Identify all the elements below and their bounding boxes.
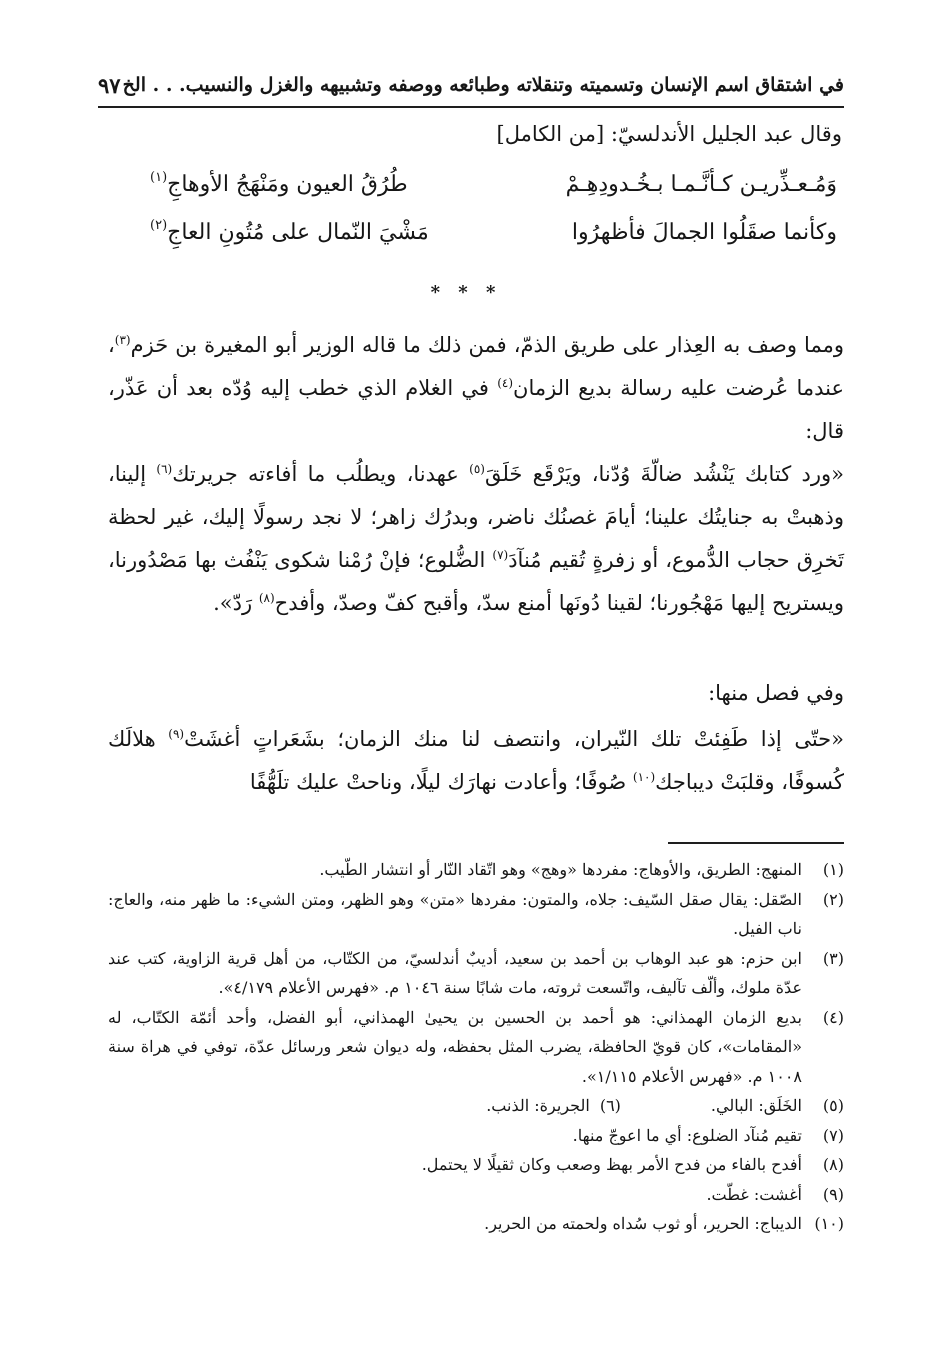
paragraph-letter-quote [108, 453, 844, 625]
footnote-text: تقيم مُنآد الضلوع: أي ما اعوجّ منها. [572, 1125, 802, 1145]
footnote-text: الصّقل: يقال صقل السّيف: جلاه، والمتون: مفردها «متن» وهو الظهر، ومتن الشيء: ما ظهر منه، والعاج: ناب الفيل. [108, 889, 802, 938]
footnote-ref-5: (٥) [469, 462, 485, 476]
footnote-4 [108, 1003, 844, 1092]
verse-2-first-hemistich: وكأنما صقَلُوا الجمالَ فأظهرُوا [571, 220, 837, 245]
para2-e: رَدّ». [213, 591, 259, 615]
footnote-text: أغشت: غطّت. [706, 1184, 802, 1204]
para4-a: «حتّى إذا طَفِئتْ تلك النّيران، وانتصف لنا منك الزمان؛ بشَعَراتٍ أغشَتْ [184, 727, 844, 751]
footnote-ref-8: (٨) [258, 591, 275, 605]
para2-a: «ورد كتابك يَنْشُد ضالّةَ وُدّنا، ويَرْقَع خَلَقَ [484, 462, 845, 486]
footnote-number: (١) [822, 860, 844, 879]
para4-b: هلالَك كُسوفًا، وقلبَتْ ديباجك [108, 727, 844, 794]
para2-b: عهدنا، ويطلُب ما أفاءته جريرتك [172, 462, 470, 486]
footnote-8 [108, 1150, 844, 1180]
footnote-text: بديع الزمان الهمذاني: هو أحمد بن الحسين بن يحيىٰ الهمذاني، أبو الفضل، وأحد أئمّة الكتّاب، له «المقامات»، كان قويّ الحافظة، يضرب المثل بحفظه، وله ديوان شعر ورسائل عدّة، توفي في هراة سنة ١٠٠٨ م. «فهرس الأعلام ١/١١٥». [108, 1007, 802, 1086]
para2-d: الضُّلوع؛ فإنْ رُمْنا شكوى يَنْفُث بها مَصْدُورنا، ويستريح إليها مَهْجُورنا؛ لقينا دُونَها أمنع سدّ، وأقبح كفّ وصدّ، وأفدح [108, 548, 844, 615]
footnote-1 [108, 855, 844, 885]
footnote-ref-7: (٧) [492, 548, 509, 562]
footnote-number: (٤) [822, 1007, 844, 1027]
footnote-7 [108, 1121, 844, 1151]
footnote-2 [108, 885, 844, 944]
page-header [98, 68, 844, 102]
para1-a: ومما وصف به العِذار على طريق الذمّ، فمن ذلك ما قاله الوزير أبو المغيرة بن حَزم [130, 333, 844, 357]
verse-1-first-hemistich: وَمُـعـذِّريـن كـأنَّـمـا بـخُـدودِهِـمْ [565, 172, 837, 197]
verse-2-second-hemistich [150, 220, 429, 245]
footnote-number: (٧) [822, 1125, 844, 1145]
footnote-ref-6: (٦) [156, 462, 173, 476]
footnote-ref-10: (١٠) [632, 770, 656, 784]
paragraph-section-label: وفي فصل منها: [708, 681, 844, 705]
header-divider [98, 106, 844, 108]
verse-line-1 [150, 172, 837, 218]
page-number: ٩٧ [98, 72, 121, 98]
verse-1-second-text: طُرُقُ العيون ومَنْهَجُ الأوهاجِ [167, 172, 408, 197]
footnote-text: أفدح بالفاء من فدح الأمر بهظ وصعب وكان ثقيلًا لا يحتمل. [421, 1155, 802, 1174]
para2-c: إلينا، وذهبتْ به جنايتُك علينا؛ أيامَ غصنُك ناضر، وبدرُك زاهر؛ لا نجد رسولًا إليك، غير لحظة تَخرِق حجاب الدُّموع، أو زفرةٍ تُقيم مُنآدَ [108, 462, 844, 572]
footnote-ref-3: (٣) [114, 333, 131, 347]
footnote-number: (٥) [822, 1096, 844, 1115]
para1-c: في الغلام الذي خطب إليه وُدّه بعد أن عَذّر، قال: [108, 376, 844, 443]
footnote-text: ابن حزم: هو عبد الوهاب بن أحمد بن سعيد، أديبٌ أندلسيّ، من الكتّاب، من أهل قرية الزاوية، كتب عند عدّة ملوك، وألّف تآليف، واتّسعت ثروته، مات شابًا سنة ١٠٤٦ م. «فهرس الأعلام ٤/١٧٩». [108, 948, 802, 997]
footnote-number: (٨) [822, 1155, 844, 1174]
footnote-10 [108, 1209, 844, 1239]
footnotes-section [108, 855, 844, 1239]
verse-1-second-hemistich [150, 172, 408, 197]
footnote-number: (١٠) [814, 1214, 844, 1233]
footnote-text: الخَلَق: البالي. [710, 1096, 802, 1115]
footnote-number: (٣) [822, 948, 844, 968]
footnote-ref-4: (٤) [497, 376, 514, 390]
para1-b: ، عندما عُرضت عليه رسالة بديع الزمان [108, 333, 844, 400]
verse-line-2 [150, 220, 837, 266]
footnote-3 [108, 944, 844, 1003]
paragraph-excerpt [108, 718, 844, 804]
footnote-number: (٢) [822, 889, 844, 909]
footnote-text: المنهج: الطريق، والأوهاج: مفردها «وهج» وهو اتّقاد النّار أو انتشار الطّيب. [319, 860, 802, 879]
footnote-number-6: (٦) [599, 1096, 621, 1115]
footnote-text-6: الجريرة: الذنب. [486, 1096, 590, 1115]
para4-c: صُوفًا؛ وأعادت نهارَك ليلًا، وناحتْ عليك تلَهُّفًا [249, 770, 633, 794]
section-separator: * * * [430, 282, 502, 303]
poem-intro: وقال عبد الجليل الأندلسيّ: [من الكامل] [496, 122, 842, 146]
footnote-text: الديباج: الحرير، أو ثوب سُداه ولحمته من الحرير. [484, 1214, 802, 1233]
footnote-5-6 [108, 1091, 844, 1121]
footnote-number: (٩) [822, 1184, 844, 1204]
verse-2-second-text: مَشْيَ النّمال على مُتُونِ العاجِ [167, 220, 429, 245]
footnote-9 [108, 1180, 844, 1210]
footnote-ref-9: (٩) [168, 727, 185, 741]
footnote-ref-2: (٢) [150, 218, 168, 233]
footnote-ref-1: (١) [150, 170, 168, 185]
paragraph-intro [108, 324, 844, 453]
running-title: في اشتقاق اسم الإنسان وتسميته وتنقلاته وطبائعه ووصفه وتشبيهه والغزل والنسيب. . . الخ [122, 74, 844, 96]
footnote-divider [668, 842, 844, 844]
